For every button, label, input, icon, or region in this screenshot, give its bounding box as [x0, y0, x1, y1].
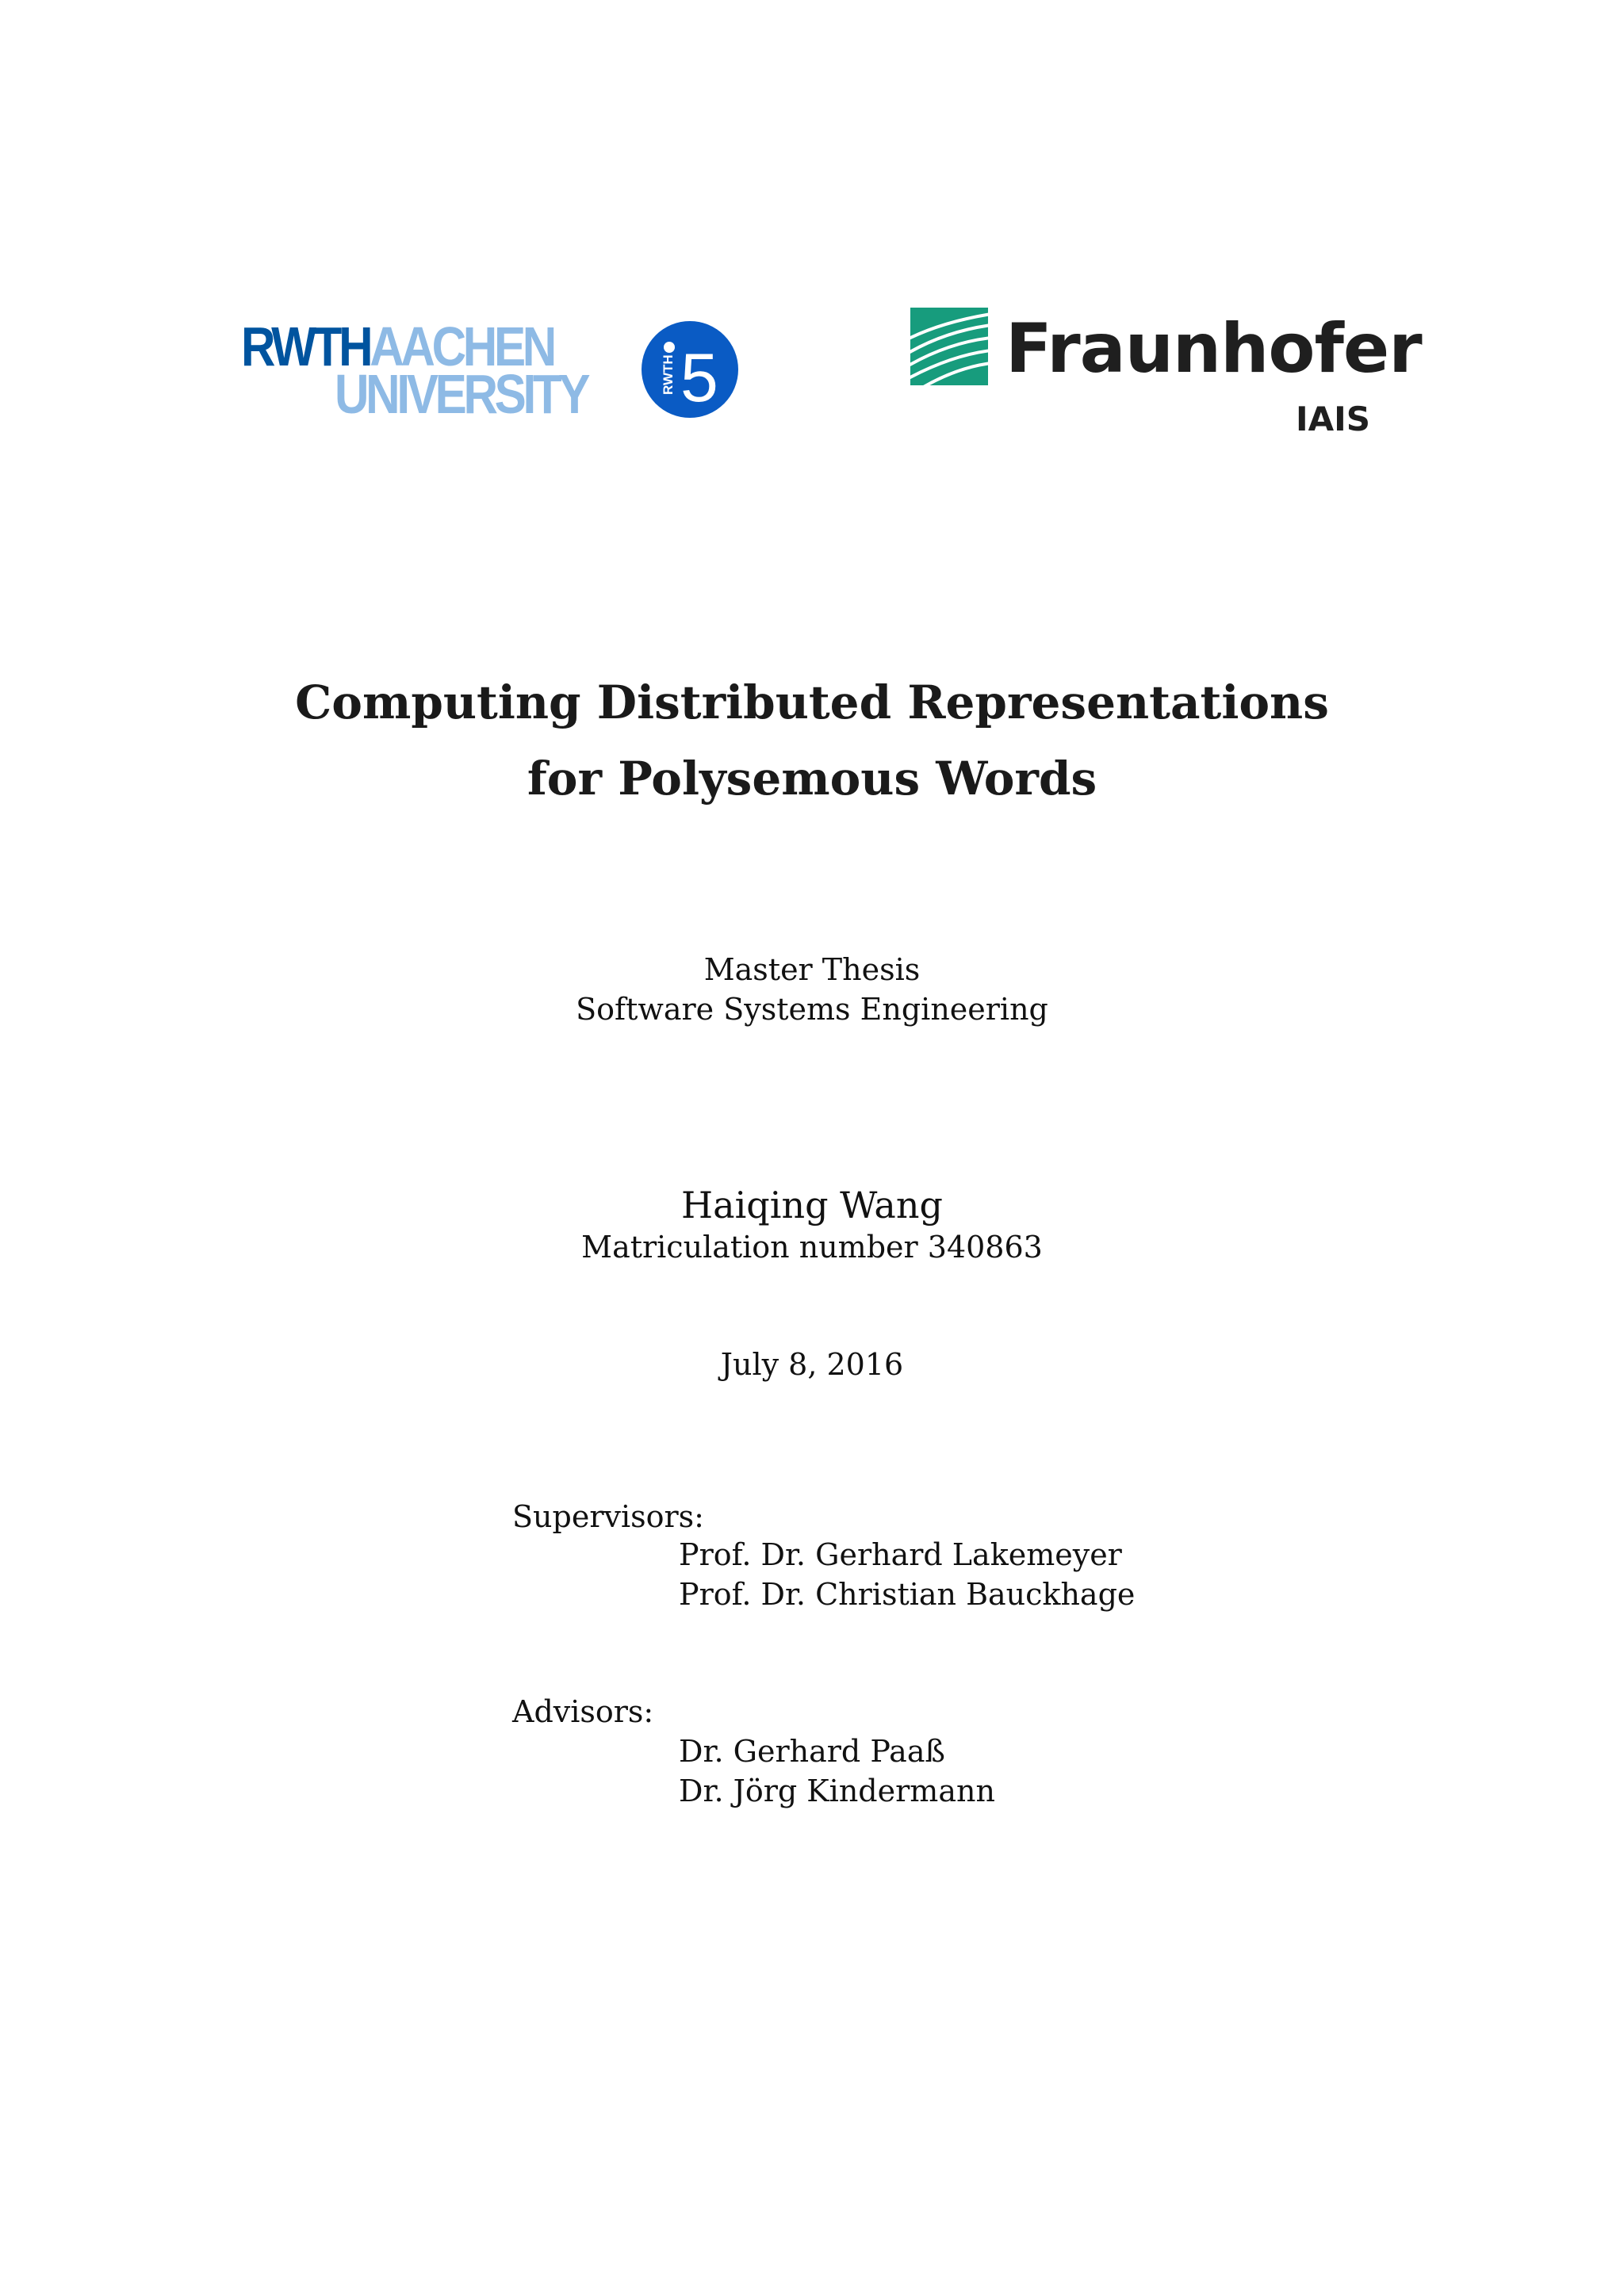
i5-chair-logo	[641, 320, 739, 419]
thesis-program: Software Systems Engineering	[576, 992, 1048, 1027]
i5-logo-dot	[664, 342, 675, 353]
supervisors-label: Supervisors:	[512, 1499, 704, 1534]
thesis-title	[0, 664, 1624, 817]
thesis-type: Master Thesis	[703, 952, 921, 987]
supervisor-name: Prof. Dr. Christian Bauckhage	[679, 1577, 1136, 1612]
matriculation-number: Matriculation number 340863	[581, 1230, 1043, 1265]
author-name: Haiqing Wang	[681, 1184, 943, 1226]
rwth-logo-university: UNIVERSITY	[335, 363, 588, 425]
fraunhofer-iais-logo	[910, 306, 1422, 441]
fraunhofer-institute-name: IAIS	[1295, 400, 1370, 438]
supervisors-list	[679, 1535, 1135, 1614]
advisor-name: Dr. Gerhard Paaß	[679, 1734, 945, 1769]
fraunhofer-mark-icon	[910, 308, 988, 385]
thesis-info	[0, 950, 1624, 1029]
fraunhofer-wordmark: Fraunhofer	[1005, 309, 1422, 388]
thesis-date: July 8, 2016	[720, 1347, 904, 1382]
i5-logo-small-text: RWTH	[661, 354, 676, 395]
advisors-label: Advisors:	[512, 1694, 654, 1729]
i5-logo-number: 5	[680, 340, 718, 416]
thesis-title-line1: Computing Distributed Representations	[295, 675, 1329, 729]
supervisor-name: Prof. Dr. Gerhard Lakemeyer	[679, 1537, 1122, 1572]
rwth-logo-rwth: RWTH	[241, 316, 370, 377]
i5-logo-graphic	[641, 320, 739, 419]
advisors-list	[679, 1732, 995, 1811]
rwth-aachen-logo	[241, 316, 593, 425]
rwth-logo-aachen: AACHEN	[370, 316, 553, 377]
thesis-title-line2: for Polysemous Words	[527, 752, 1097, 806]
advisor-name: Dr. Jörg Kindermann	[679, 1774, 995, 1808]
